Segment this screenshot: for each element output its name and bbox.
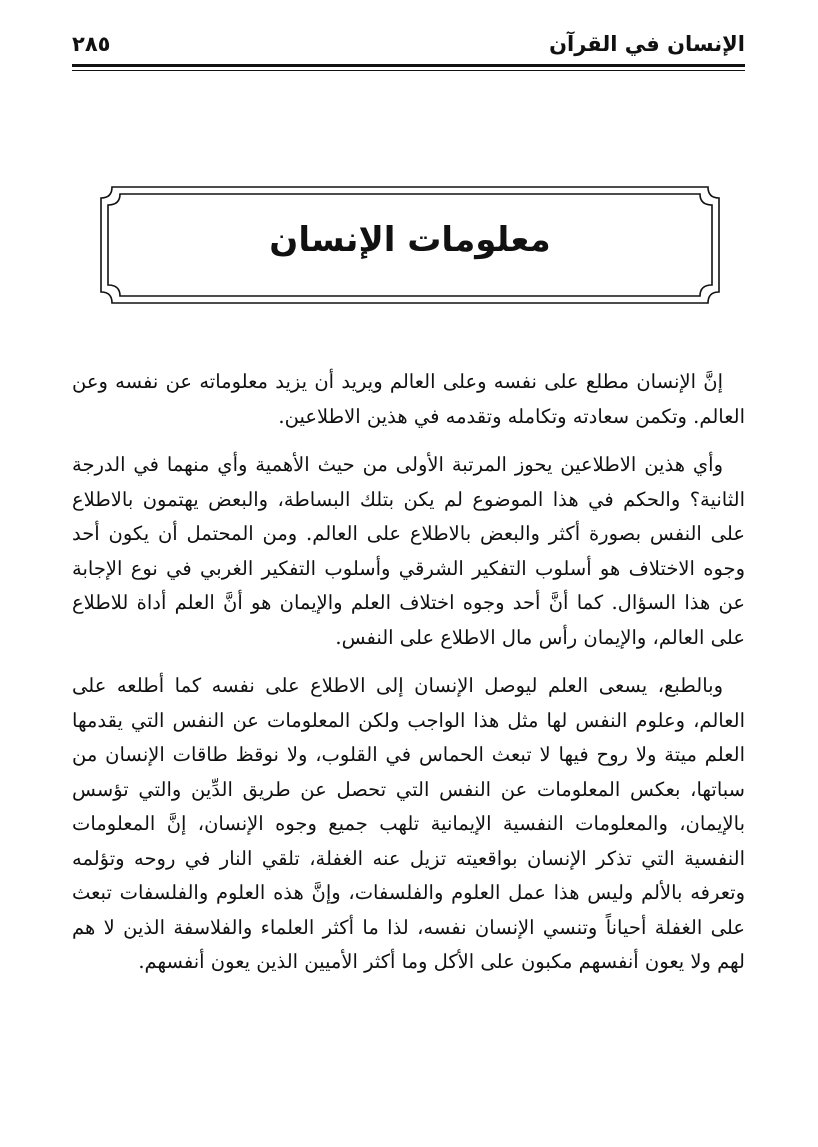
header-rule-thin (72, 70, 745, 71)
paragraph: وأي هذين الاطلاعين يحوز المرتبة الأولى من حيث الأهمية وأي منهما في الدرجة الثانية؟ والحكم في هذا الموضوع لم يكن بتلك البساطة، والبعض يهتمون بالاطلاع على النفس بصورة أكثر والبعض بالاطلاع على العالم. ومن المحتمل أن يكون أحد وجوه الاختلاف هو أسلوب التفكير الشرقي وأسلوب التفكير الغربي في نوع الإجابة عن هذا السؤال. كما أنَّ أحد وجوه اختلاف العلم والإيمان هو أنَّ العلم أداة للاطلاع على العالم، والإيمان رأس مال الاطلاع على النفس. (72, 453, 745, 649)
page-header (72, 28, 745, 64)
chapter-title: معلومات الإنسان (269, 220, 551, 260)
header-rule-thick (72, 64, 745, 67)
paragraph: إنَّ الإنسان مطلع على نفسه وعلى العالم ويريد أن يزيد معلوماته عن نفسه وعن العالم. وتكمن سعادته وتكامله وتقدمه في هذين الاطلاعين. (72, 370, 745, 428)
paragraph: وبالطبع، يسعى العلم ليوصل الإنسان إلى الاطلاع على نفسه كما أطلعه على العالم، وعلوم النفس لها مثل هذا الواجب ولكن المعلومات عن النفس التي يقدمها العلم ميتة ولا روح فيها لا تبعث الحماس في القلوب، ولا نوقظ طاقات الإنسان من سباتها، بعكس المعلومات عن النفس التي تحصل عن طريق الدِّين والتي تؤسس بالإيمان، والمعلومات النفسية الإيمانية تلهب جميع وجوه الإنسان، إنَّ المعلومات النفسية التي تذكر الإنسان بواقعيته تزيل عنه الغفلة، تلقي النار في روحه وتؤلمه وتعرفه بالألم وليس هذا عمل العلوم والفلسفات، وإنَّ هذه العلوم والفلسفات تبعث على الغفلة أحياناً وتنسي الإنسان نفسه، لذا ما أكثر العلماء والفلاسفة الذين لا هم لهم ولا يعون أنفسهم مكبون على الأكل وما أكثر الأميين الذين يعون أنفسهم. (72, 674, 745, 973)
chapter-title-frame (98, 184, 722, 306)
body-text (72, 365, 745, 994)
page-number: ٢٨٥ (72, 32, 111, 56)
running-title: الإنسان في القرآن (549, 32, 745, 56)
